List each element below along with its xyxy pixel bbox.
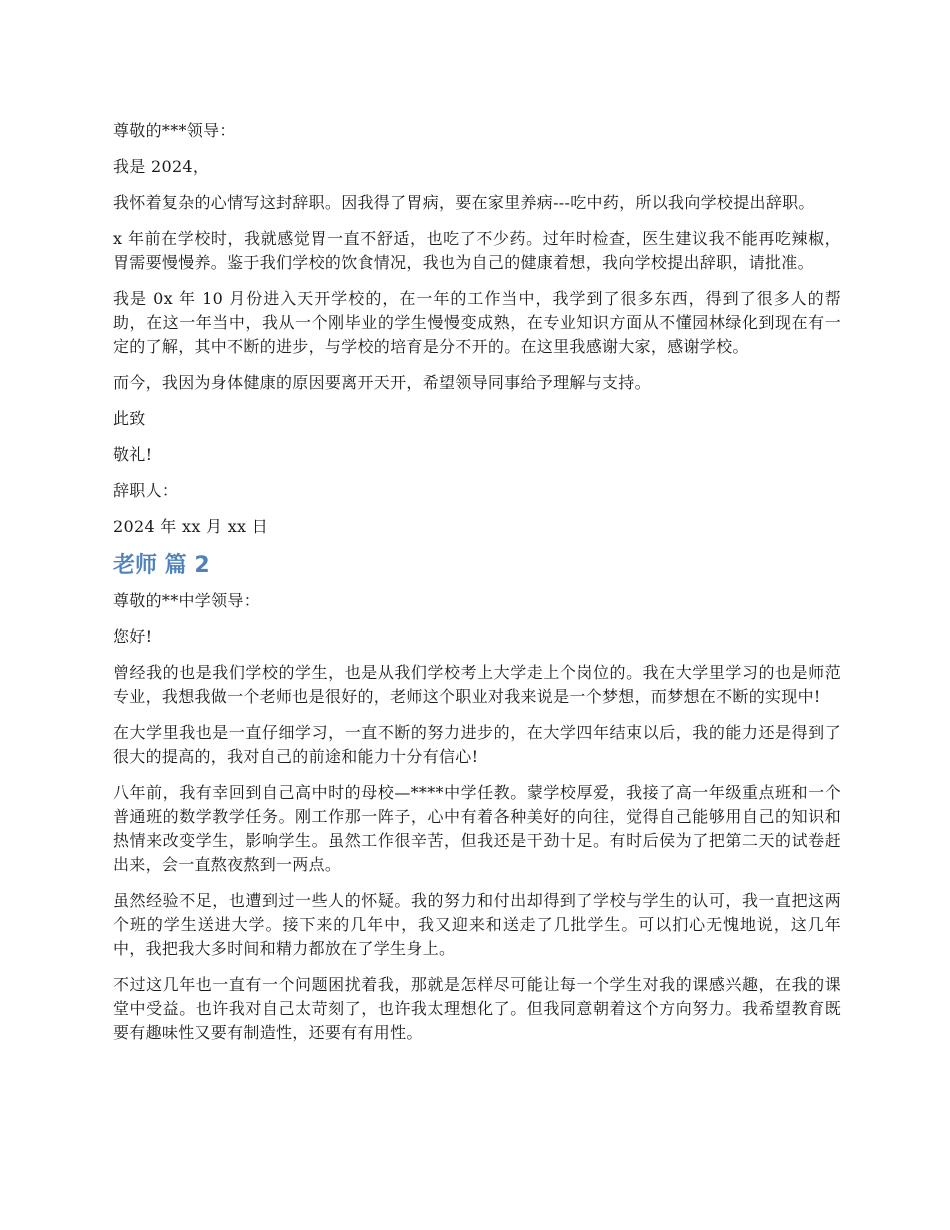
closing-line: 此致 [113,409,146,428]
salutation: 尊敬的***领导： [113,121,236,140]
body-paragraph: 我是 0x 年 10 月份进入天开学校的，在一年的工作当中，我学到了很多东西，得到了很多人的帮助，在这一年当中，我从一个刚毕业的学生慢慢变成熟，在专业知识方面从不懂园林绿化到现在有一定的了解，其中不断的进步，与学校的培育是分不开的。在这里我感谢大家，感谢学校。 [113,289,841,356]
body-paragraph: 而今，我因为身体健康的原因要离开天开，希望领导同事给予理解与支持。 [113,373,651,392]
body-paragraph: 虽然经验不足，也遭到过一些人的怀疑。我的努力和付出却得到了学校与学生的认可，我一直把这两个班的学生送进大学。接下来的几年中，我又迎来和送走了几批学生。可以扪心无愧地说，这几年中，我把我大多时间和精力都放在了学生身上。 [113,891,841,958]
greeting-line: 您好! [113,627,153,646]
closing-regards: 敬礼! [113,445,153,464]
signature-label: 辞职人： [113,481,179,500]
body-paragraph: 我怀着复杂的心情写这封辞职。因我得了胃病，要在家里养病---吃中药，所以我向学校提出辞职。 [113,193,815,212]
body-paragraph: 八年前，我有幸回到自己高中时的母校—****中学任教。蒙学校厚爱，我接了高一年级重点班和一个普通班的数学教学任务。刚工作那一阵子，心中有着各种美好的向往，觉得自己能够用自己的知识和热情来改变学生，影响学生。虽然工作很辛苦，但我还是干劲十足。有时后侯为了把第二天的试卷赶出来，会一直熬夜熬到一两点。 [113,783,841,874]
salutation: 尊敬的**中学领导： [113,591,261,610]
body-paragraph: 曾经我的也是我们学校的学生，也是从我们学校考上大学走上个岗位的。我在大学里学习的也是师范专业，我想我做一个老师也是很好的，老师这个职业对我来说是一个梦想，而梦想在不断的实现中! [113,663,841,706]
document-page [113,119,841,1057]
body-paragraph: 在大学里我也是一直仔细学习，一直不断的努力进步的，在大学四年结束以后，我的能力还是得到了很大的提高的，我对自己的前途和能力十分有信心! [113,723,841,766]
date-line: 2024 年 xx 月 xx 日 [113,517,269,536]
greeting-line: 我是 2024， [113,157,210,176]
section-heading: 老师 篇 2 [113,553,210,578]
body-paragraph: x 年前在学校时，我就感觉胃一直不舒适，也吃了不少药。过年时检查，医生建议我不能再吃辣椒，胃需要慢慢养。鉴于我们学校的饮食情况，我也为自己的健康着想，我向学校提出辞职，请批准。 [113,229,841,272]
body-paragraph: 不过这几年也一直有一个问题困扰着我，那就是怎样尽可能让每一个学生对我的课感兴趣，在我的课堂中受益。也许我对自己太苛刻了，也许我太理想化了。但我同意朝着这个方向努力。我希望教育既要有趣味性又要有制造性，还要有有用性。 [113,975,841,1042]
